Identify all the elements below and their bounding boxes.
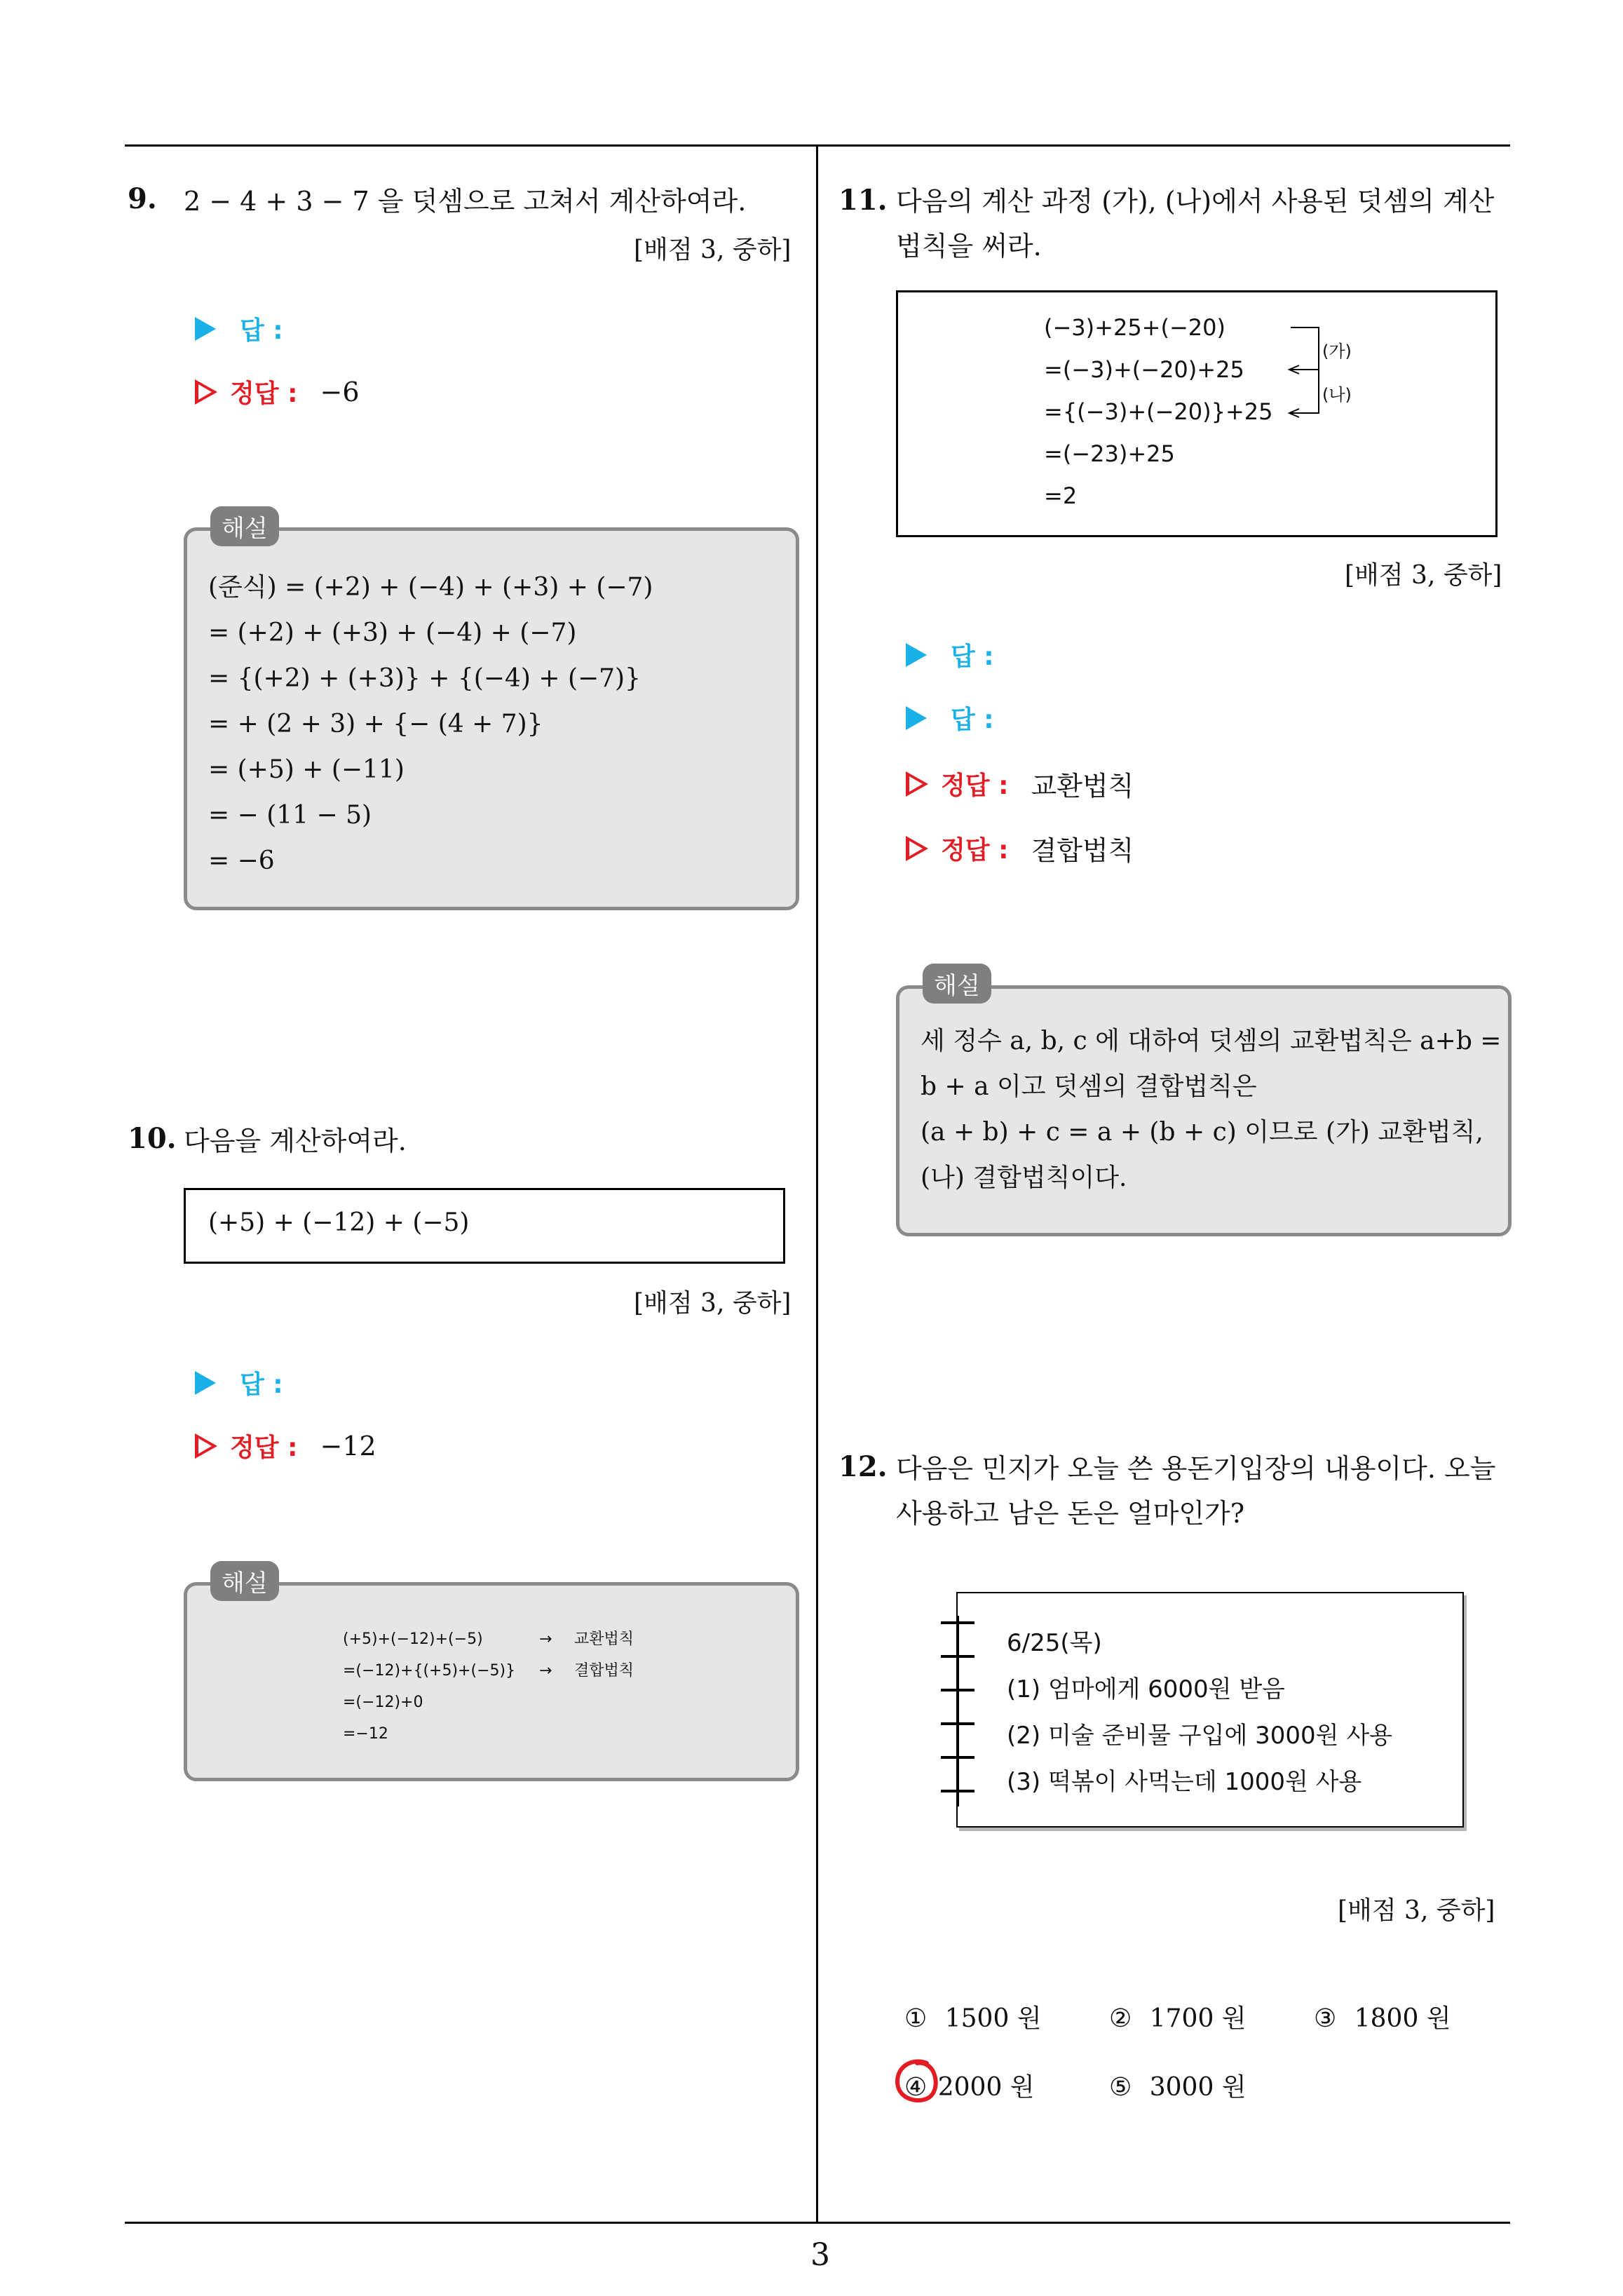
q11-explanation-tag: 해설 — [923, 964, 991, 1004]
q11-text-line2: 법칙을 써라. — [896, 231, 1042, 262]
explanation-line: (나) 결합법칙이다. — [921, 1163, 1127, 1192]
note-line: 6/25(목) — [1007, 1629, 1102, 1657]
q9-correct-value: −6 — [320, 376, 360, 407]
q11-correct-value-2: 결합법칙 — [1031, 835, 1134, 866]
q9-correct-row — [195, 374, 360, 410]
calc-line: =2 — [1044, 482, 1078, 509]
q11-correct-row-1 — [906, 764, 1134, 803]
q12-text-line1: 다음은 민지가 오늘 쓴 용돈기입장의 내용이다. 오늘 — [896, 1453, 1496, 1484]
column-divider — [816, 144, 818, 2223]
choice-mark: ③ — [1314, 2004, 1337, 2033]
calc-line: (−3)+25+(−20) — [1044, 314, 1225, 341]
choice-text: 2000 원 — [937, 2073, 1035, 2102]
correct-label: 정답 : — [941, 771, 1009, 800]
q9-answer-row[interactable] — [195, 311, 283, 346]
choice-3[interactable] — [1314, 1999, 1451, 2034]
choice-text: 1700 원 — [1149, 2004, 1247, 2033]
choice-text: 1500 원 — [944, 2004, 1042, 2033]
q9-explanation-box — [184, 527, 799, 910]
q10-expression-box — [184, 1188, 785, 1264]
play-triangle-icon — [906, 706, 927, 730]
explanation-line: = {(+2) + (+3)} + {(−4) + (−7)} — [208, 664, 641, 693]
explanation-line: = −6 — [208, 846, 275, 875]
q10-answer-row[interactable] — [195, 1365, 283, 1400]
calc-line: ={(−3)+(−20)}+25 — [1044, 398, 1273, 425]
q10-correct-value: −12 — [320, 1430, 376, 1461]
notebook-binding-icon — [937, 1606, 979, 1816]
explanation-line: (준식) = (+2) + (−4) + (+3) + (−7) — [208, 573, 653, 602]
explanation-line: = (+5) + (−11) — [208, 755, 405, 784]
q11-correct-value-1: 교환법칙 — [1031, 771, 1134, 802]
note-line: (1) 엄마에게 6000원 받음 — [1007, 1675, 1286, 1703]
explanation-line: b + a 이고 덧셈의 결합법칙은 — [921, 1072, 1257, 1101]
choice-text: 1800 원 — [1354, 2004, 1451, 2033]
calc-line: =(−3)+(−20)+25 — [1044, 356, 1244, 383]
outline-triangle-icon — [906, 836, 928, 861]
step-label-na: (나) — [1322, 385, 1352, 405]
q11-answer-row-1[interactable] — [906, 637, 994, 673]
q11-explanation-box — [896, 985, 1512, 1236]
q11-text-line1: 다음의 계산 과정 (가), (나)에서 사용된 덧셈의 계산 — [896, 186, 1495, 217]
note-line: (2) 미술 준비물 구입에 3000원 사용 — [1007, 1722, 1393, 1750]
step-label-ga: (가) — [1322, 342, 1352, 361]
q12-text-line2: 사용하고 남은 돈은 얼마인가? — [896, 1498, 1245, 1529]
q11-meta: [배점 3, 중하] — [1345, 561, 1502, 590]
calc-line: =(−23)+25 — [1044, 440, 1175, 467]
q11-number: 11. — [838, 184, 888, 217]
q9-meta: [배점 3, 중하] — [634, 236, 792, 264]
q12-notebook — [956, 1592, 1464, 1828]
play-triangle-icon — [906, 643, 927, 667]
explanation-line: =(−12)+{(+5)+(−5)} → 결합법칙 — [343, 1662, 634, 1680]
choice-mark: ⑤ — [1109, 2073, 1132, 2102]
q10-text: 다음을 계산하여라. — [184, 1126, 407, 1156]
choice-mark: ① — [904, 2004, 928, 2033]
choice-mark: ② — [1109, 2004, 1132, 2033]
correct-label: 정답 : — [230, 1433, 298, 1462]
q10-meta: [배점 3, 중하] — [634, 1289, 792, 1318]
choice-text: 3000 원 — [1149, 2073, 1247, 2102]
choice-mark: ④ — [904, 2073, 928, 2102]
q12-meta: [배점 3, 중하] — [1338, 1896, 1495, 1925]
outline-triangle-icon — [195, 1433, 217, 1459]
q12-note-lines — [1007, 1620, 1392, 1805]
q11-calculation-box — [896, 290, 1498, 537]
answer-label: 답 : — [240, 316, 283, 345]
explanation-line: = (+2) + (+3) + (−4) + (−7) — [208, 619, 577, 647]
selected-answer-circle-icon — [892, 2056, 942, 2107]
q9-number: 9. — [128, 182, 157, 215]
choice-1[interactable] — [904, 1999, 1042, 2034]
q11-correct-row-2 — [906, 829, 1134, 867]
choice-2[interactable] — [1109, 1999, 1247, 2034]
answer-label: 답 : — [951, 642, 994, 671]
q10-explanation-table — [343, 1623, 634, 1750]
q10-number: 10. — [128, 1122, 177, 1155]
correct-label: 정답 : — [941, 836, 1009, 865]
play-triangle-icon — [195, 317, 216, 341]
page-number: 3 — [810, 2237, 830, 2273]
explanation-line: 세 정수 a, b, c 에 대하여 덧셈의 교환법칙은 a+b = — [921, 1027, 1502, 1055]
outline-triangle-icon — [195, 379, 217, 405]
answer-label: 답 : — [951, 705, 994, 734]
explanation-line: =(−12)+0 — [343, 1694, 423, 1711]
q9-explanation-tag: 해설 — [210, 506, 279, 546]
q11-explanation-lines — [921, 1018, 1501, 1201]
q10-explanation-box — [184, 1582, 799, 1781]
choice-5[interactable] — [1109, 2067, 1247, 2103]
q10-explanation-tag: 해설 — [210, 1561, 279, 1601]
q12-number: 12. — [838, 1450, 888, 1483]
note-line: (3) 떡볶이 사먹는데 1000원 사용 — [1007, 1768, 1362, 1796]
correct-label: 정답 : — [230, 379, 298, 408]
step-bracket-icon — [898, 292, 1500, 539]
q10-expression: (+5) + (−12) + (−5) — [208, 1208, 470, 1237]
bottom-rule — [125, 2222, 1510, 2224]
explanation-line: = − (11 − 5) — [208, 801, 372, 830]
play-triangle-icon — [195, 1371, 216, 1395]
answer-label: 답 : — [240, 1370, 283, 1399]
outline-triangle-icon — [906, 771, 928, 797]
q11-answer-row-2[interactable] — [906, 700, 994, 736]
explanation-line: = + (2 + 3) + {− (4 + 7)} — [208, 710, 543, 738]
q9-explanation-lines — [208, 565, 653, 884]
explanation-line: =−12 — [343, 1725, 388, 1743]
q9-text: 2 − 4 + 3 − 7 을 덧셈으로 고쳐서 계산하여라. — [184, 186, 747, 217]
explanation-line: (+5)+(−12)+(−5) → 교환법칙 — [343, 1630, 634, 1648]
q10-correct-row — [195, 1428, 376, 1464]
explanation-line: (a + b) + c = a + (b + c) 이므로 (가) 교환법칙, — [921, 1118, 1483, 1147]
